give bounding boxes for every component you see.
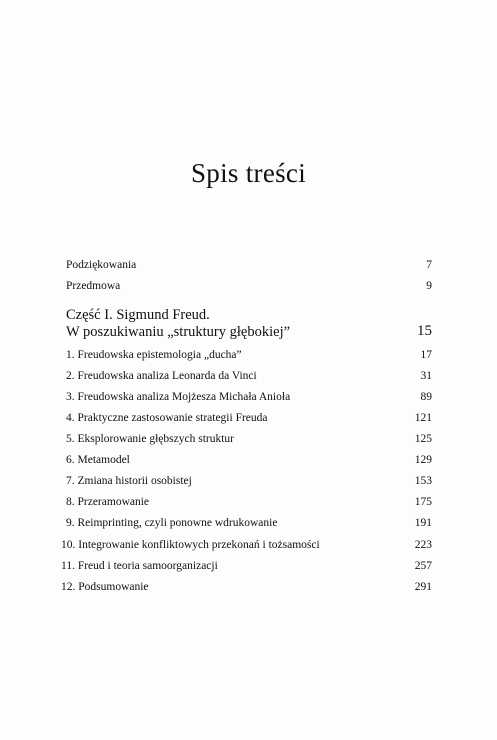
toc-entry-page: 223 [414, 539, 432, 551]
part-title-line2: W poszukiwaniu „struktury głębokiej” [66, 324, 291, 340]
toc-entry-label: 1. Freudowska epistemologia „ducha” [66, 349, 242, 361]
toc-entry-page: 121 [414, 412, 432, 424]
toc-entry-label: 6. Metamodel [66, 454, 130, 466]
toc-entry-label: Podziękowania [66, 259, 137, 271]
toc-entry-chapter-6[interactable] [62, 454, 432, 470]
toc-entry-acknowledgements[interactable] [62, 259, 432, 275]
toc-entry-chapter-12[interactable] [62, 581, 432, 597]
toc-entry-label: 2. Freudowska analiza Leonarda da Vinci [66, 370, 257, 382]
toc-entry-page: 89 [420, 391, 432, 403]
toc-entry-label: 9. Reimprinting, czyli ponowne wdrukowanie [66, 517, 278, 529]
toc-entry-label: 5. Eksplorowanie głębszych struktur [66, 433, 234, 445]
toc-entry-label: 3. Freudowska analiza Mojżesza Michała Anioła [66, 391, 291, 403]
toc-entry-label: 4. Praktyczne zastosowanie strategii Freuda [66, 412, 268, 424]
toc-entry-label: 8. Przeramowanie [66, 496, 150, 508]
toc-entry-chapter-2[interactable] [62, 370, 432, 386]
toc-entry-chapter-4[interactable] [62, 412, 432, 428]
toc-entry-chapter-1[interactable] [62, 349, 432, 365]
toc-entry-page: 257 [414, 560, 432, 572]
toc-entry-page: 31 [420, 370, 432, 382]
toc-entry-label: 11. Freud i teoria samoorganizacji [61, 560, 218, 572]
page-title: Spis treści [190, 158, 307, 188]
toc-entry-label: 12. Podsumowanie [61, 581, 149, 593]
toc-entry-chapter-10[interactable] [62, 539, 432, 555]
toc-entry-label: 10. Integrowanie konfliktowych przekonań i tożsamości [61, 539, 320, 551]
part-page: 15 [417, 323, 432, 339]
toc-entry-label: 7. Zmiana historii osobistej [66, 475, 192, 487]
toc-entry-page: 153 [414, 475, 432, 487]
toc-entry-chapter-8[interactable] [62, 496, 432, 512]
toc-entry-page: 7 [426, 259, 432, 271]
toc-entry-page: 9 [426, 280, 432, 292]
toc-entry-label: Przedmowa [66, 280, 121, 292]
toc-entry-page: 17 [420, 349, 432, 361]
toc-entry-chapter-7[interactable] [62, 475, 432, 491]
toc-entry-page: 175 [414, 496, 432, 508]
toc-entry-chapter-3[interactable] [62, 391, 432, 407]
toc-entry-page: 191 [414, 517, 432, 529]
toc-entry-preface[interactable] [62, 280, 432, 296]
toc-entry-page: 125 [414, 433, 432, 445]
toc-entry-page: 291 [414, 581, 432, 593]
toc-entry-chapter-11[interactable] [62, 560, 432, 576]
toc-entry-chapter-9[interactable] [62, 517, 432, 533]
toc-entry-page: 129 [414, 454, 432, 466]
part-title-line1: Część I. Sigmund Freud. [66, 307, 210, 323]
toc-entry-chapter-5[interactable] [62, 433, 432, 449]
toc-part-heading[interactable] [66, 307, 432, 343]
